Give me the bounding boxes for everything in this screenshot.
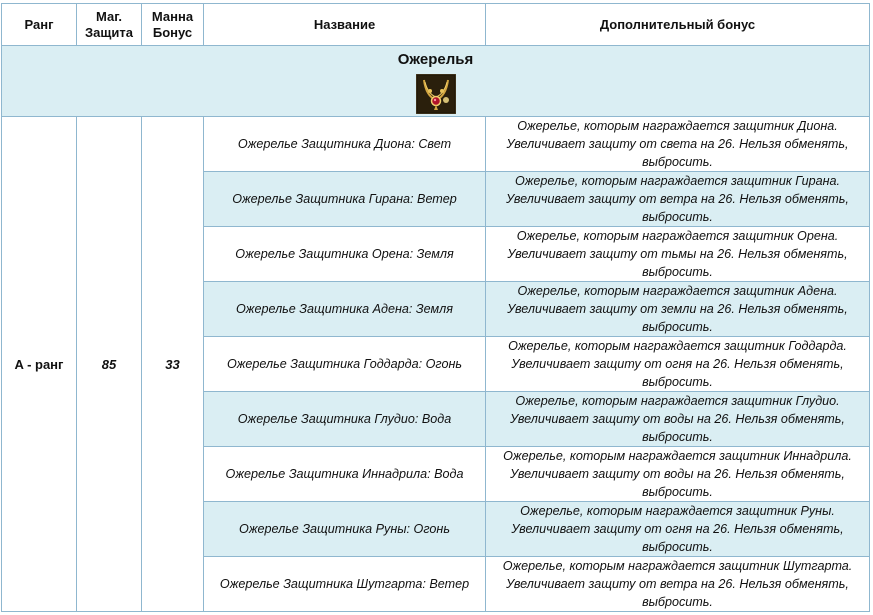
item-bonus: Ожерелье, которым награждается защитник Диона. Увеличивает защиту от света на 26. Нельзя обменять, выбросить.	[486, 117, 870, 172]
item-name: Ожерелье Защитника Диона: Свет	[204, 117, 486, 172]
item-bonus: Ожерелье, которым награждается защитник Иннадрила. Увеличивает защиту от воды на 26. Нельзя обменять, выбросить.	[486, 447, 870, 502]
item-bonus: Ожерелье, которым награждается защитник Гирана. Увеличивает защиту от ветра на 26. Нельзя обменять, выбросить.	[486, 172, 870, 227]
header-name: Название	[204, 4, 486, 46]
item-bonus: Ожерелье, которым награждается защитник Годдарда. Увеличивает защиту от огня на 26. Нельзя обменять, выбросить.	[486, 337, 870, 392]
mag-def-cell: 85	[77, 117, 142, 612]
item-name: Ожерелье Защитника Годдарда: Огонь	[204, 337, 486, 392]
mana-bonus-cell: 33	[142, 117, 204, 612]
item-name: Ожерелье Защитника Руны: Огонь	[204, 502, 486, 557]
item-bonus: Ожерелье, которым награждается защитник Адена. Увеличивает защиту от земли на 26. Нельзя обменять, выбросить.	[486, 282, 870, 337]
section-cell	[2, 46, 870, 117]
table-row	[2, 117, 870, 172]
item-bonus: Ожерелье, которым награждается защитник Глудио. Увеличивает защиту от воды на 26. Нельзя обменять, выбросить.	[486, 392, 870, 447]
item-name: Ожерелье Защитника Глудио: Вода	[204, 392, 486, 447]
necklace-icon	[416, 74, 456, 114]
header-rank: Ранг	[2, 4, 77, 46]
item-bonus: Ожерелье, которым награждается защитник Шутгарта. Увеличивает защиту от ветра на 26. Нельзя обменять, выбросить.	[486, 557, 870, 612]
header-row	[2, 4, 870, 46]
item-bonus: Ожерелье, которым награждается защитник Руны. Увеличивает защиту от огня на 26. Нельзя обменять, выбросить.	[486, 502, 870, 557]
rank-cell: A - ранг	[2, 117, 77, 612]
header-mana-bonus: Манна Бонус	[142, 4, 204, 46]
item-name: Ожерелье Защитника Орена: Земля	[204, 227, 486, 282]
items-table	[1, 3, 870, 612]
section-title: Ожерелья	[397, 50, 474, 68]
item-name: Ожерелье Защитника Иннадрила: Вода	[204, 447, 486, 502]
item-bonus: Ожерелье, которым награждается защитник Орена. Увеличивает защиту от тьмы на 26. Нельзя обменять, выбросить.	[486, 227, 870, 282]
item-name: Ожерелье Защитника Шутгарта: Ветер	[204, 557, 486, 612]
header-mag-def: Маг. Защита	[77, 4, 142, 46]
item-name: Ожерелье Защитника Гирана: Ветер	[204, 172, 486, 227]
section-row	[2, 46, 870, 117]
header-bonus: Дополнительный бонус	[486, 4, 870, 46]
item-name: Ожерелье Защитника Адена: Земля	[204, 282, 486, 337]
